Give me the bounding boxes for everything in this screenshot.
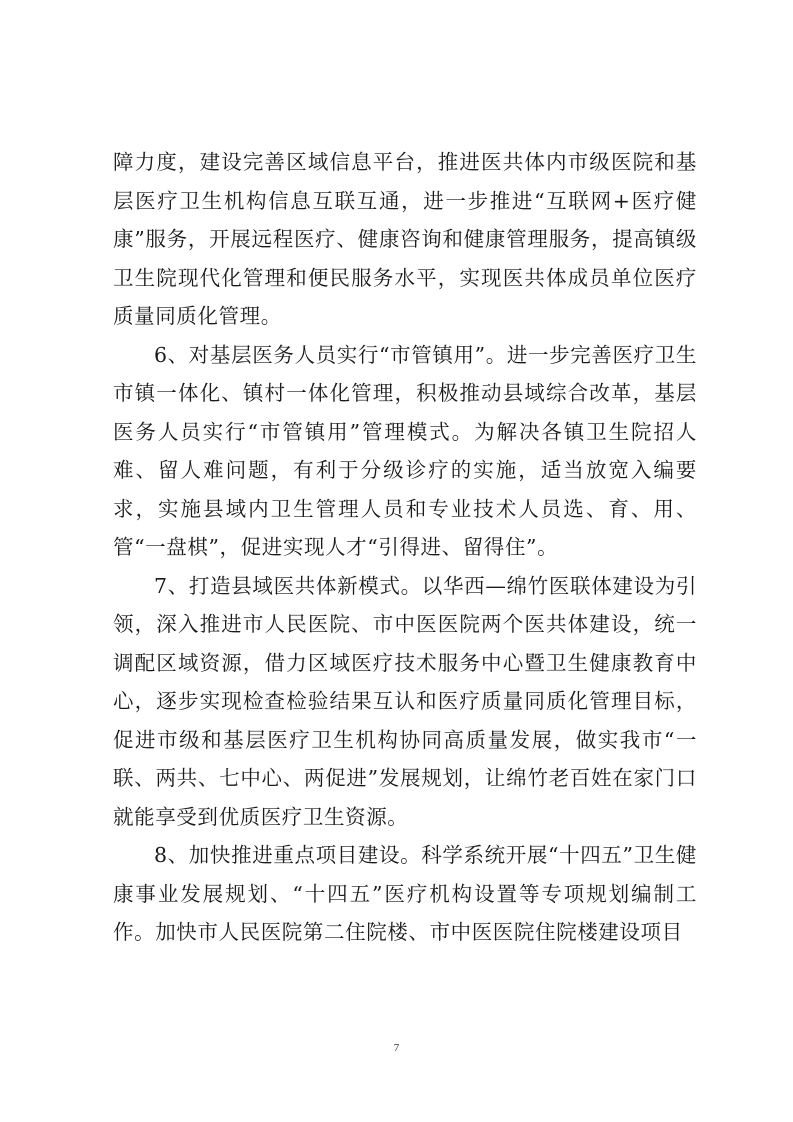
- paragraph-item-6: 6、对基层医务人员实行“市管镇用”。进一步完善医疗卫生市镇一体化、镇村一体化管理，积极推动县域综合改革，基层医务人员实行“市管镇用”管理模式。为解决各镇卫生院招人难、留人难问题，有利于分级诊疗的实施，适当放宽入编要求，实施县域内卫生管理人员和专业技术人员选、育、用、管“一盘棋”，促进实现人才“引得进、留得住”。: [113, 342, 697, 559]
- paragraph-continuation: 障力度，建设完善区域信息平台，推进医共体内市级医院和基层医疗卫生机构信息互联互通，进一步推进“互联网+医疗健康”服务，开展远程医疗、健康咨询和健康管理服务，提高镇级卫生院现代化管理和便民服务水平，实现医共体成员单位医疗质量同质化管理。: [113, 150, 697, 328]
- page-number: 7: [393, 1042, 400, 1054]
- document-body: [113, 143, 697, 952]
- paragraph-item-7: 7、打造县域医共体新模式。以华西—绵竹医联体建设为引领，深入推进市人民医院、市中医医院两个医共体建设，统一调配区域资源，借力区域医疗技术服务中心暨卫生健康教育中心，逐步实现检查检验结果互认和医疗质量同质化管理目标，促进市级和基层医疗卫生机构协同高质量发展，做实我市“一联、两共、七中心、两促进”发展规划，让绵竹老百姓在家门口就能享受到优质医疗卫生资源。: [113, 573, 697, 829]
- paragraph-item-8: 8、加快推进重点项目建设。科学系统开展“十四五”卫生健康事业发展规划、“十四五”医疗机构设置等专项规划编制工作。加快市人民医院第二住院楼、市中医医院住院楼建设项目: [113, 843, 697, 944]
